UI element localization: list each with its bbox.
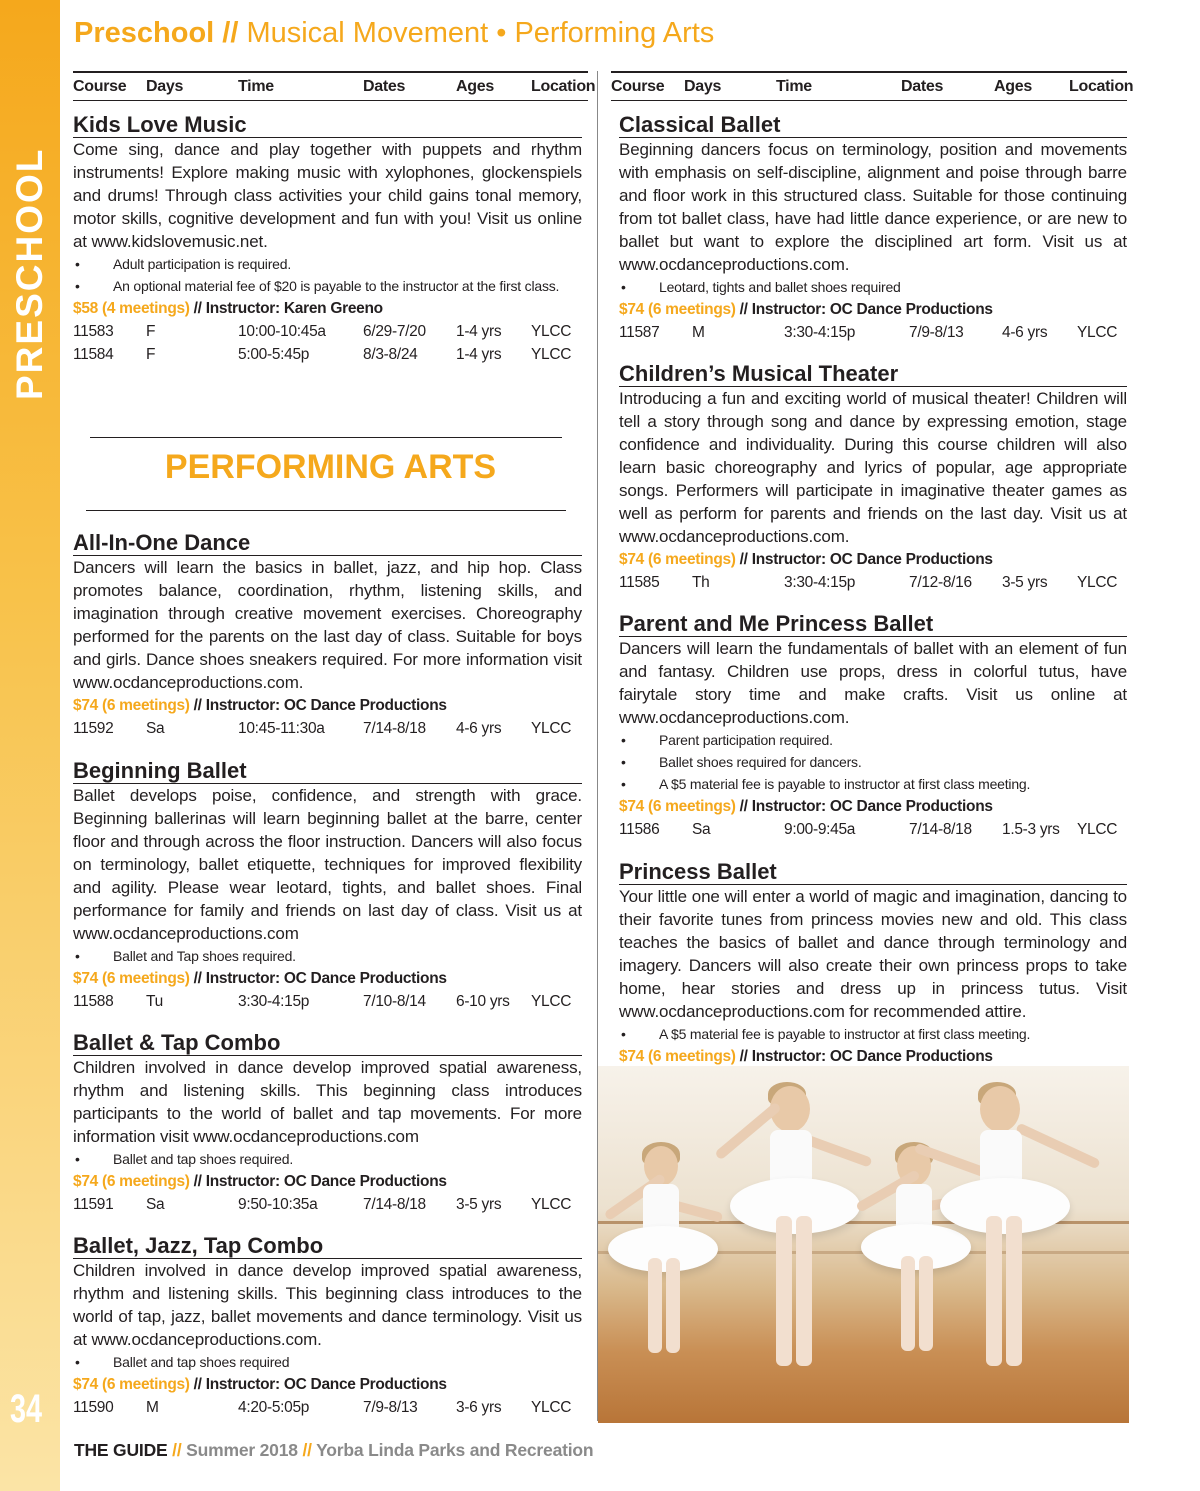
course-location: YLCC <box>1077 574 1118 591</box>
course-ages: 6-10 yrs <box>456 993 510 1010</box>
course-location: YLCC <box>531 323 572 340</box>
header-section: Preschool <box>74 17 215 49</box>
course-note: • Adult participation is required. <box>73 253 582 275</box>
course-description: Ballet develops poise, confidence, and strength with grace. Beginning ballerinas will learn beginning ballet at the barre, center floor and through across the floor instruction. Dancers will also focus on terminology, ballet etiquette, techniques for improved flexibility and agility. Please wear leotard, tights, and ballet shoes. Final performance for family and friends on last day of class. Visit us at www.ocdanceproductions.com <box>73 786 582 943</box>
course-note: • Ballet and Tap shoes required. <box>73 945 582 967</box>
course-ballet-jazz-tap-combo <box>73 1233 582 1419</box>
course-ballet-tap-combo <box>73 1030 582 1216</box>
table-row <box>73 320 582 343</box>
instructor: // Instructor: OC Dance Productions <box>189 970 447 987</box>
course-time: 10:45-11:30a <box>238 720 325 737</box>
col-location: Location <box>1069 78 1134 95</box>
footer-organization: Yorba Linda Parks and Recreation <box>316 1440 594 1460</box>
course-number: 11590 <box>73 1399 114 1416</box>
course-ages: 1-4 yrs <box>456 323 502 340</box>
course-number: 11585 <box>619 574 660 591</box>
course-description: Your little one will enter a world of magic and imagination, dancing to their favorite tunes from princess movies new and old. This class teaches the basics of ballet and dance through terminology and imagery. Dancers will also create their own princess props to take home, hear stories and dress up in princess tutus. Visit www.ocdanceproductions.com for recommended attire. <box>619 887 1127 1021</box>
course-time: 9:00-9:45a <box>784 821 856 838</box>
course-time: 3:30-4:15p <box>784 574 856 591</box>
course-number: 11587 <box>619 324 660 341</box>
course-ages: 1-4 yrs <box>456 346 502 363</box>
course-description: Beginning dancers focus on terminology, position and movements with emphasis on self-discipline, alignment and poise through barre and floor work in this structured class. Suitable for those continuing from tot ballet class, have had little dance experience, or are new to ballet but want to explore the disciplined art form. Visit us at www.ocdanceproductions.com. <box>619 140 1127 274</box>
course-description: Come sing, dance and play together with puppets and rhythm instruments! Explore making music with xylophones, glockenspiels and drums! Through class activities your child gains tonal memory, motor skills, cognitive development and fun with you! Visit us online at www.kidslovemusic.net. <box>73 140 582 251</box>
table-row <box>619 571 1127 594</box>
fee-amount: $74 (6 meetings) <box>619 301 736 318</box>
header-subtitle: Musical Movement • Performing Arts <box>246 17 715 49</box>
table-header <box>611 71 1134 101</box>
course-title: Classical Ballet <box>619 112 1127 138</box>
course-time: 5:00-5:45p <box>238 346 310 363</box>
course-description: Children involved in dance develop improved spatial awareness, rhythm and listening skills. This beginning class introduces participants to the world of ballet and tap movements. For more information visit www.ocdanceproductions.com <box>73 1058 582 1146</box>
course-dates: 7/14-8/18 <box>363 720 426 737</box>
fee-amount: $74 (6 meetings) <box>73 697 190 714</box>
course-note: • Leotard, tights and ballet shoes required <box>619 276 1127 298</box>
course-days: Sa <box>692 821 711 838</box>
course-description: Introducing a fun and exciting world of musical theater! Children will tell a story through song and dance by expressing emotion, stage confidence and individuality. During this course children will also learn basic choreography and lyrics of popular, age appropriate songs. Performers will participate in imaginative theater games as well as perform for parents and friends on the last day. Visit us at www.ocdanceproductions.com. <box>619 389 1127 546</box>
course-number: 11592 <box>73 720 114 737</box>
course-note: • A $5 material fee is payable to instructor at first class meeting. <box>619 773 1127 795</box>
col-course: Course <box>611 78 665 95</box>
course-ages: 1.5-3 yrs <box>1002 821 1060 838</box>
course-title: All-In-One Dance <box>73 530 582 556</box>
fee-amount: $74 (6 meetings) <box>73 1173 190 1190</box>
course-days: F <box>146 323 156 340</box>
instructor: // Instructor: OC Dance Productions <box>735 301 993 318</box>
course-fee <box>73 1170 582 1193</box>
course-fee <box>73 1373 582 1396</box>
course-title: Kids Love Music <box>73 112 582 138</box>
course-fee <box>73 694 582 717</box>
course-number: 11588 <box>73 993 114 1010</box>
page-header <box>74 17 714 50</box>
right-column <box>611 71 1134 101</box>
course-beginning-ballet <box>73 758 582 1013</box>
page-number: 34 <box>10 1387 43 1431</box>
course-days: M <box>146 1399 159 1416</box>
course-description: Dancers will learn the basics in ballet, jazz, and hip hop. Class promotes balance, coordination, rhythm, listening skills, and imagination through creative movement exercises. Choreography performed for the parents on the last day of class. Suitable for boys and girls. Dance shoes sneakers required. For more information visit www.ocdanceproductions.com. <box>73 558 582 692</box>
col-location: Location <box>531 78 596 95</box>
course-dates: 7/14-8/18 <box>363 1196 426 1213</box>
col-dates: Dates <box>363 78 406 95</box>
col-dates: Dates <box>901 78 944 95</box>
course-classical-ballet <box>619 112 1127 344</box>
footer-guide: THE GUIDE <box>74 1440 168 1460</box>
course-days: Th <box>692 574 710 591</box>
instructor: // Instructor: OC Dance Productions <box>735 798 993 815</box>
course-description: Children involved in dance develop improved spatial awareness, rhythm and listening skills. This beginning class introduces to the world of tap, jazz, ballet movements and dance terminology. Visit us at www.ocdanceproductions.com. <box>73 1261 582 1349</box>
course-dates: 6/29-7/20 <box>363 323 426 340</box>
course-fee <box>619 1045 1127 1068</box>
course-time: 10:00-10:45a <box>238 323 326 340</box>
course-days: Tu <box>146 993 163 1010</box>
instructor: // Instructor: Karen Greeno <box>189 300 383 317</box>
course-ages: 4-6 yrs <box>456 720 502 737</box>
course-days: M <box>692 324 705 341</box>
footer-separator: // <box>167 1440 187 1460</box>
course-days: F <box>146 346 156 363</box>
course-time: 3:30-4:15p <box>238 993 310 1010</box>
course-location: YLCC <box>531 993 572 1010</box>
course-childrens-musical-theater <box>619 361 1127 594</box>
course-note: • Ballet and tap shoes required <box>73 1351 582 1373</box>
left-column <box>73 71 596 101</box>
section-rule-top <box>90 437 562 438</box>
course-title: Beginning Ballet <box>73 758 582 784</box>
col-ages: Ages <box>994 78 1032 95</box>
course-time: 3:30-4:15p <box>784 324 856 341</box>
fee-amount: $74 (6 meetings) <box>619 551 736 568</box>
course-number: 11583 <box>73 323 114 340</box>
course-location: YLCC <box>531 1399 572 1416</box>
side-band: PRESCHOOL 34 <box>0 0 60 1491</box>
course-days: Sa <box>146 720 165 737</box>
table-row <box>73 717 582 740</box>
ballet-dancers-photo <box>598 1066 1129 1423</box>
instructor: // Instructor: OC Dance Productions <box>189 1376 447 1393</box>
course-number: 11586 <box>619 821 660 838</box>
header-separator: // <box>214 17 247 49</box>
course-dates: 7/12-8/16 <box>909 574 972 591</box>
col-days: Days <box>146 78 184 95</box>
col-time: Time <box>238 78 274 95</box>
instructor: // Instructor: OC Dance Productions <box>735 1048 993 1065</box>
course-note: • Ballet and tap shoes required. <box>73 1148 582 1170</box>
fee-amount: $74 (6 meetings) <box>619 1048 736 1065</box>
course-days: Sa <box>146 1196 165 1213</box>
course-ages: 4-6 yrs <box>1002 324 1048 341</box>
course-location: YLCC <box>531 346 572 363</box>
course-fee <box>619 795 1127 818</box>
course-fee <box>619 298 1127 321</box>
fee-amount: $74 (6 meetings) <box>619 798 736 815</box>
course-dates: 8/3-8/24 <box>363 346 418 363</box>
instructor: // Instructor: OC Dance Productions <box>189 1173 447 1190</box>
course-number: 11584 <box>73 346 114 363</box>
col-days: Days <box>684 78 722 95</box>
course-number: 11591 <box>73 1196 114 1213</box>
col-ages: Ages <box>456 78 494 95</box>
page-footer <box>74 1440 593 1461</box>
table-row <box>619 321 1127 344</box>
table-header <box>73 71 596 101</box>
course-dates: 7/9-8/13 <box>363 1399 418 1416</box>
table-row <box>619 818 1127 841</box>
course-fee <box>73 297 582 320</box>
section-heading: PERFORMING ARTS <box>164 448 497 486</box>
course-all-in-one-dance <box>73 530 582 740</box>
course-title: Parent and Me Princess Ballet <box>619 611 1127 637</box>
course-title: Children’s Musical Theater <box>619 361 1127 387</box>
course-location: YLCC <box>531 1196 572 1213</box>
fee-amount: $58 (4 meetings) <box>73 300 190 317</box>
col-time: Time <box>776 78 812 95</box>
course-princess-ballet <box>619 859 1127 1091</box>
course-parent-and-me-princess-ballet <box>619 611 1127 841</box>
course-dates: 7/10-8/14 <box>363 993 426 1010</box>
course-kids-love-music <box>73 112 582 366</box>
course-description: Dancers will learn the fundamentals of ballet with an element of fun and fantasy. Children use props, dress in colorful tutus, have fairytale story time and make crafts. Visit us online at www.ocdanceproductions.com. <box>619 639 1127 727</box>
course-note: • A $5 material fee is payable to instructor at first class meeting. <box>619 1023 1127 1045</box>
fee-amount: $74 (6 meetings) <box>73 1376 190 1393</box>
footer-separator: // <box>297 1440 317 1460</box>
course-fee <box>619 548 1127 571</box>
course-fee <box>73 967 582 990</box>
table-row <box>73 343 582 366</box>
course-note: • An optional material fee of $20 is payable to the instructor at the first class. <box>73 275 582 297</box>
course-title: Ballet, Jazz, Tap Combo <box>73 1233 582 1259</box>
table-row <box>73 990 582 1013</box>
instructor: // Instructor: OC Dance Productions <box>735 551 993 568</box>
course-dates: 7/14-8/18 <box>909 821 972 838</box>
table-row <box>73 1396 582 1419</box>
course-location: YLCC <box>1077 821 1118 838</box>
section-rule-bottom <box>86 510 566 511</box>
course-ages: 3-5 yrs <box>456 1196 502 1213</box>
course-location: YLCC <box>531 720 572 737</box>
footer-season: Summer 2018 <box>186 1440 298 1460</box>
course-dates: 7/9-8/13 <box>909 324 964 341</box>
course-title: Princess Ballet <box>619 859 1127 885</box>
table-row <box>73 1193 582 1216</box>
course-ages: 3-6 yrs <box>456 1399 502 1416</box>
course-ages: 3-5 yrs <box>1002 574 1048 591</box>
col-course: Course <box>73 78 127 95</box>
course-time: 4:20-5:05p <box>238 1399 310 1416</box>
course-time: 9:50-10:35a <box>238 1196 318 1213</box>
fee-amount: $74 (6 meetings) <box>73 970 190 987</box>
course-note: • Ballet shoes required for dancers. <box>619 751 1127 773</box>
instructor: // Instructor: OC Dance Productions <box>189 697 447 714</box>
course-title: Ballet & Tap Combo <box>73 1030 582 1056</box>
course-location: YLCC <box>1077 324 1118 341</box>
course-note: • Parent participation required. <box>619 729 1127 751</box>
